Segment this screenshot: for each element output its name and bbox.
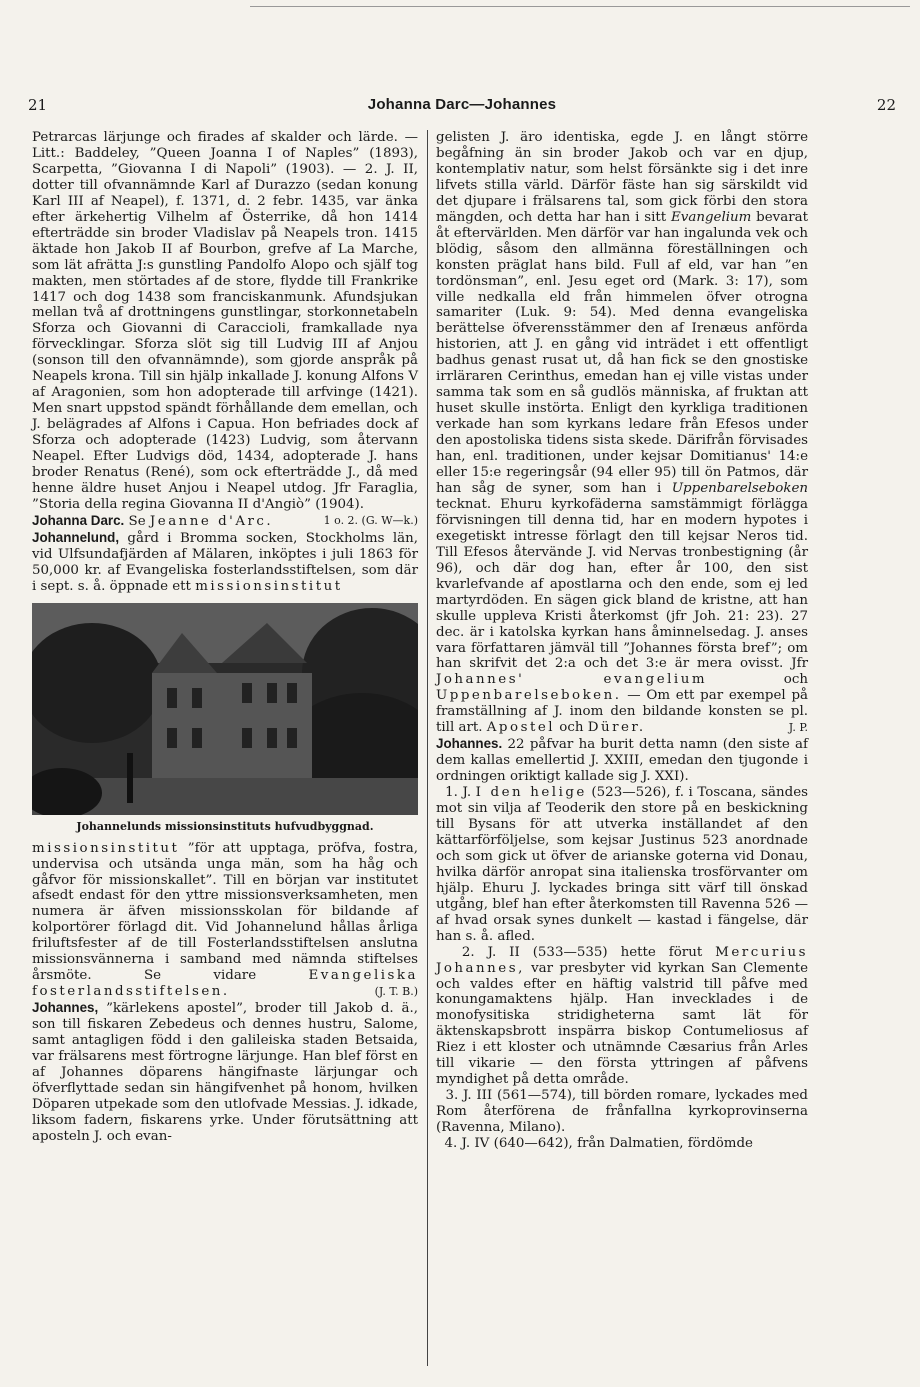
headword: Johanna Darc. [32,512,125,528]
pope-4: 4. J. IV (640—642), från Dalmatien, fördömde [444,1136,753,1152]
pope-3: 3. J. III (561—574), till börden romare, lyckades med Rom återförena de frånfallna kyrkoprovinserna (Ravenna, Milano). [436,1088,808,1136]
signature: 1 o. 2. (G. W—k.) [323,513,418,527]
figure-caption: Johannelunds missionsinstituts hufvudbyggnad. [76,819,374,833]
entry-johanna-continued: Petrarcas lärjunge och firades af skalder och lärde. — Litt.: Baddeley, ”Queen Joanna I of Naples” (1893), Scarpetta, ”Giovanna I di Napoli” (1903). — 2. J. II, dotter till ofvannämnde Karl af Durazzo (sedan konung Karl III af Neapel), f. 1371, d. 2 febr. 1435, var änka efter ärkehertig Vilhelm af Österrike, då hon 1414 efterträdde sin broder Vladislav på Neapels tron. 1415 äktade hon Jakob II af Bourbon, grefve af La Marche, som lät afrätta J:s gunstling Pandolfo Alopo och själf tog makten, men störtades af de store, flydde till Frankrike 1417 och dog 1438 som franciskanmunk. Afundsjukan mellan två af drottningens gunstlingar, storkonnetabeln Sforza och Giovanni di Caraccioli, framkallade nya förvecklingar. Sforza slöt sig till Ludvig III af Anjou (sonson till den ofvannämnde), som gjorde anspråk på Neapels krona. Till sin hjälp inkallade J. konung Alfons V af Aragonien, som hon adopterade till arfvinge (1421). Men snart uppstod spändt förhållande dem emellan, och J. belägrades af Alfons i Capua. Hon befriades dock af Sforza och adopterade (1423) Ludvig, som återvann Neapel. Efter Ludvigs död, 1434, adopterade J. hans broder Renatus (René), som ock efterträdde J., då med henne äldre huset Anjou i Neapel utdog. Jfr Faraglia, ”Storia della regina Giovanna II d'Angiò” (1904). 1 o. 2. (G. W—k.) [32,130,418,527]
right-column [436,130,808,1152]
top-rule [250,6,910,7]
running-title: Johanna Darc—Johannes [367,96,557,113]
signature: J. P. [788,721,808,735]
headword: Johannelund, [32,529,120,545]
page-number-right: 22 [876,96,896,114]
pope-1: 1. J. I den helige (523—526), f. i Toscana, sändes mot sin vilja af Teoderik den store på en beskickning till Bysans för att utverka inställandet af den kättarförföljelse, som kejsar Justinus 523 anordnade och som gick ut öfver de arianske goterna vid Donau, hvilka därför anropat sina italienska trosförvanter om hjälp. Ehuru J. lyckades bringa sitt värf till önskad utgång, blef han efter återkomsten till Ravenna 526 — af hvad orsak synes dunkelt — kastad i fängelse, där han s. å. afled. [436,785,808,944]
page-number-left: 21 [28,96,48,114]
cross-reference: Dürer. [587,720,646,736]
figure [32,603,418,835]
column-divider [427,130,428,1366]
entry-johannelund: Johannelund, gård i Bromma socken, Stockholms län, vid Ulfsundafjärden af Mälaren, inköptes i juli 1863 för 50,000 kr. af Evangeliska fosterlandsstiftelsen, som där i sept. s. å. öppnade ett missionsinstitut [32,529,418,594]
page-header [28,96,896,120]
entry-johannes-popes: Johannes. 22 påfvar ha burit detta namn (den siste af dem kallas emellertid J. XXIII, emedan den tjugonde i ordningen oriktigt kallade sig J. XXI). [436,736,808,785]
cross-reference: Jeanne d'Arc. [149,513,274,529]
entry-johannes-apostle: Johannes, ”kärlekens apostel”, broder till Jakob d. ä., son till fiskaren Zebedeus och dennes hustru, Salome, samt antagligen född i den galileiska staden Betsaida, var frälsarens mest förtrogne lärjunge. Han blef först en af Johannes döparens hängifnaste lärjungar och öfverflyttade sedan sin hängifvenhet på honom, hvilken Döparen utpekade som den utlofvade Messias. J. idkade, liksom fadern, fiskarens yrke. Under förutsättning att aposteln J. och evan- [32,1000,418,1144]
cross-reference: Uppenbarelseboken. [436,688,622,704]
cross-reference: Evangeliska fosterlandsstiftelsen. [32,968,418,1000]
entry-johannes-continued: gelisten J. äro identiska, egde J. en långt större begåfning än sin broder Jakob och var en djup, kontemplativ natur, som helst försänkte sig i det inre lifvets stilla värld. Därför fäste han sig särskildt vid det djupare i frälsarens tal, som gick förbi den stora mängden, och detta har han i sitt Evangelium bevarat åt eftervärlden. Men därför var han ingalunda vek och blödig, såsom den allmänna föreställningen och konsten präglat hans bild. Full af eld, var han ”en tordönsman”, enl. Jesu eget ord (Mark. 3: 17), som ville nedkalla eld från himmelen öfver otrogna samariter (Luk. 9: 54). Med denna evangeliska berättelse öfverensstämmer den af Irenæus anförda historien, att J. en gång vid inträdet i ett offentligt badhus genast rusat ut, då han fick se den gnostiske irrläraren Cerinthus, emedan han ej ville vistas under samma tak som en så gudlös människa, af fruktan att huset skulle instörta. Enligt den kyrkliga traditionen verkade han som kyrkans ledare från Efesos under den apostoliska tidens sista skede. Därifrån förvisades han, enl. traditionen, under kejsar Domitianus' 14:e eller 15:e regeringsår (94 eller 95) till ön Patmos, där han såg de syner, som han i Uppenbarelseboken tecknat. Ehuru kyrkofäderna samstämmigt förlägga förvisningen till denna tid, har en modern hypotes i exegetiskt intresse förlagt den till kejsar Neros tid. Till Efesos återvände J. vid Nervas tronbestigning (år 96), och där dog han, efter år 100, den sist kvarlefvande af apostlarna och den ende, som ej led martyrdöden. En sägen gick bland de kristne, att han skulle uppleva Kristi återkomst (jfr Joh. 21: 23). 27 dec. är i katolska kyrkan hans åminnelsedag. J. anses vara författaren jämväl till ”Johannes första bref”; om han skrifvit det 2:a och det 3:e är mera ovisst. Jfr Johannes' evangelium och Uppenbarelseboken. — Om ett par exempel på framställning af J. inom den bildande konsten se pl. till art. Apostel och Dürer. J. P. [436,130,808,736]
cross-reference: Apostel [486,720,556,736]
entry-johannelund-continued: missionsinstitut ”för att upptaga, pröfva, fostra, undervisa och utsända unga män, som ha håg och gåfvor för missionskallet”. Till en början var institutet afsedt endast för den yttre missionsverksamheten, men numera är äfven missionsskolan för bildande af kolportörer förlagd dit. Vid Johannelund hållas årliga friluftsfester af de till Fosterlandsstiftelsen anslutna missionsvännerna i samband med nämnda stiftelses årsmöte. Se vidare Evangeliska fosterlandsstiftelsen. (J. T. B.) [32,840,418,1000]
cross-reference: Johannes' evangelium [436,672,708,688]
headword: Johannes. [436,736,503,752]
left-column [32,130,418,1145]
signature: (J. T. B.) [374,985,418,999]
pope-2: 2. J. II (533—535) hette förut Mercurius Johannes, var presbyter vid kyrkan San Clemente och valdes efter en häftig valstrid till påfve med konungamaktens hjälp. Han invecklades i de monofysitiska stridigheterna samt lät för äktenskapsbrott inspärra biskop Contumeliosus af Riez i ett kloster och utnämnde Cæsarius från Arles till vikarie — den första yttringen af påfvens myndighet på detta område. [436,944,808,1088]
headword: Johannes, [32,1000,99,1016]
building-photo [32,603,418,815]
entry-johanna-darc: Johanna Darc. Se Jeanne d'Arc. [32,512,274,529]
